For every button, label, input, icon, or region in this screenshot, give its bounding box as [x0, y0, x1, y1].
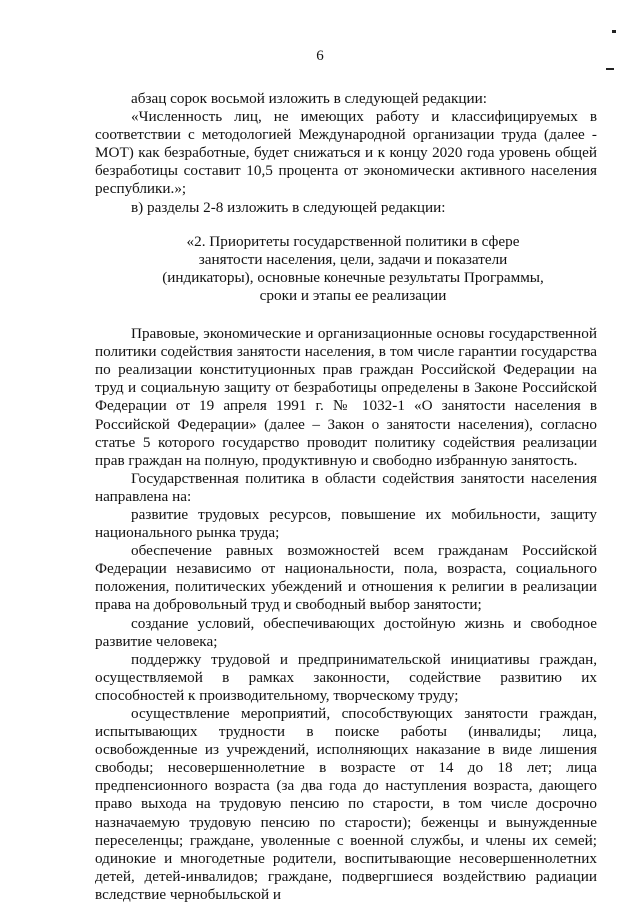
document-body: [95, 90, 597, 904]
section-heading: [95, 233, 597, 305]
body-paragraph-3: развитие трудовых ресурсов, повышение их мобильности, защиту национального рынка труда;: [95, 505, 597, 542]
body-paragraph-5: создание условий, обеспечивающих достойную жизнь и свободное развитие человека;: [95, 614, 597, 650]
body-paragraph-7: осуществление мероприятий, способствующих занятости граждан, испытывающих трудности в поиске работы (инвалиды; лица, освобожденные из учреждений, исполняющих наказание в виде лишения свободы; несовершеннолетние в возрасте от 14 до 18 лет; лица предпенсионного возраста (за два года до наступления возраста, дающего право выхода на трудовую пенсию по старости, в том числе досрочно назначаемую трудовую пенсию по старости); беженцы и вынужденные переселенцы; граждане, уволенные с военной службы, и члены их семей; одинокие и многодетные родители, воспитывающие несовершеннолетних детей, детей-инвалидов; граждане, подвергшиеся воздействию радиации вследствие чернобыльской и: [95, 705, 597, 903]
intro-paragraph-1: абзац сорок восьмой изложить в следующей редакции:: [131, 90, 488, 107]
heading-line-3: (индикаторы), основные конечные результаты Программы,: [162, 268, 544, 286]
heading-line-4: сроки и этапы ее реализации: [259, 286, 447, 304]
intro-paragraph-2: «Численность лиц, не имеющих работу и классифицируемых в соответствии с методологией Международной организации труда (далее - МОТ) как безработные, будет снижаться и к концу 2020 года уровень общей безработицы составит 10,5 процента от экономически активного населения республики.»;: [95, 108, 597, 198]
body-paragraph-6: поддержку трудовой и предпринимательской инициативы граждан, осуществляемой в рамках законности, содействие развитию их способностей к производительному, творческому труду;: [95, 650, 597, 704]
scan-mark-side: [606, 68, 614, 70]
body-paragraph-4: обеспечение равных возможностей всем гражданам Российской Федерации независимо от национальности, пола, возраста, социального положения, политических убеждений и отношения к религии в реализации права на добровольный труд и свободный выбор занятости;: [95, 542, 597, 614]
intro-paragraph-3: в) разделы 2-8 изложить в следующей редакции:: [131, 198, 446, 216]
body-paragraph-2: Государственная политика в области содействия занятости населения направлена на:: [95, 469, 597, 505]
heading-line-2: занятости населения, цели, задачи и показатели: [198, 250, 508, 268]
scan-mark-top: [612, 30, 616, 33]
page-number: 6: [316, 48, 324, 64]
body-paragraph-1: Правовые, экономические и организационные основы государственной политики содействия занятости населения, в том числе гарантии государства по реализации конституционных прав граждан Российской Федерации на труд и социальную защиту от безработицы определены в Законе Российской Федерации от 19 апреля 1991 г. № 1032-1 «О занятости населения в Российской Федерации» (далее – Закон о занятости населения), согласно статье 5 которого государство проводит политику содействия реализации прав граждан на полную, продуктивную и свободно избранную занятость.: [95, 325, 597, 469]
heading-line-1: «2. Приоритеты государственной политики в сфере: [186, 232, 520, 250]
